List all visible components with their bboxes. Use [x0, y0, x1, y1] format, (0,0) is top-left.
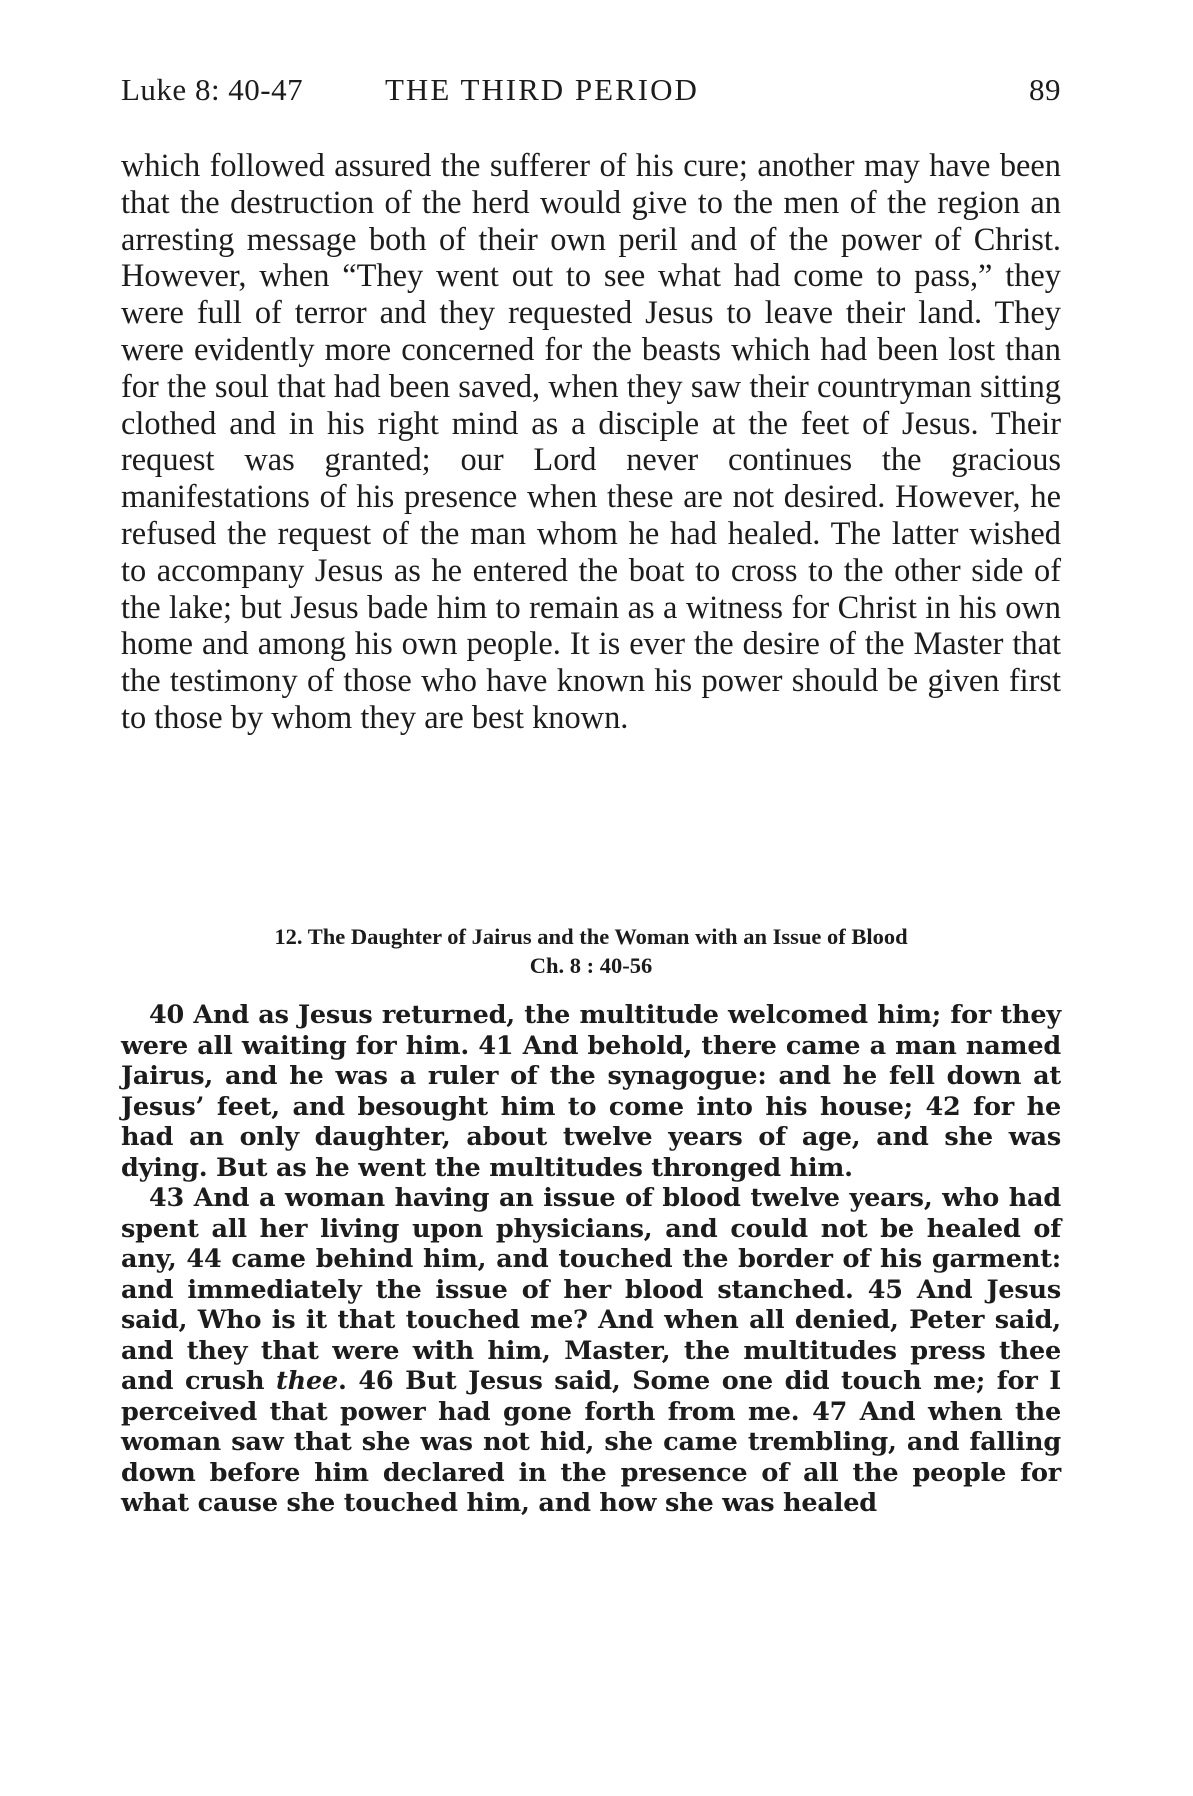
chapter-reference: Luke 8: 40-47 — [121, 72, 304, 107]
section-reference: Ch. 8 : 40-56 — [529, 953, 653, 978]
scripture-italic-word: thee — [276, 1366, 339, 1396]
running-header — [121, 72, 1061, 116]
scripture-text-part-2: . 46 But Jesus said, Some one did touch me; for I perceived that power had gone forth from me. 47 And when the woman saw that she was not hid, she came trembling, and falling down before him declared in the presence of all the people for what cause she touched him, and how she was healed — [121, 1366, 1061, 1518]
scripture-passage — [121, 1000, 1061, 1519]
section-heading — [121, 922, 1061, 980]
page-number: 89 — [1029, 72, 1061, 107]
scripture-paragraph-1: 40 And as Jesus returned, the multitude welcomed him; for they were all waiting for him. 41 And behold, there came a man named Jairus, and he was a ruler of the synagogue: and he fell down at Jesus’ feet, and besought him to come into his house; 42 for he had an only daughter, about twelve years of age, and she was dying. But as he went the multitudes thronged him. — [121, 1000, 1061, 1183]
scripture-text-part-1: 43 And a woman having an issue of blood twelve years, who had spent all her living upon physicians, and could not be healed of any, 44 came behind him, and touched the border of his garment: and immediately the issue of her blood stanched. 45 And Jesus said, Who is it that touched me? And when all denied, Peter said, and they that were with him, Master, the multitudes press thee and crush — [121, 1183, 1061, 1396]
scripture-paragraph-2 — [121, 1183, 1061, 1519]
period-title: THE THIRD PERIOD — [385, 72, 699, 107]
commentary-text — [121, 148, 1061, 737]
section-title: 12. The Daughter of Jairus and the Woman with an Issue of Blood — [274, 924, 908, 949]
commentary-paragraph: which followed assured the sufferer of his cure; another may have been that the destruction of the herd would give to the men of the region an arresting message both of their own peril and of the power of Christ. However, when “They went out to see what had come to pass,” they were full of terror and they requested Jesus to leave their land. They were evidently more concerned for the beasts which had been lost than for the soul that had been saved, when they saw their countryman sitting clothed and in his right mind as a disciple at the feet of Jesus. Their request was granted; our Lord never continues the gracious manifestations of his presence when these are not desired. However, he refused the request of the man whom he had healed. The latter wished to accompany Jesus as he entered the boat to cross to the other side of the lake; but Jesus bade him to remain as a witness for Christ in his own home and among his own people. It is ever the desire of the Master that the testimony of those who have known his power should be given first to those by whom they are best known. — [121, 148, 1061, 736]
